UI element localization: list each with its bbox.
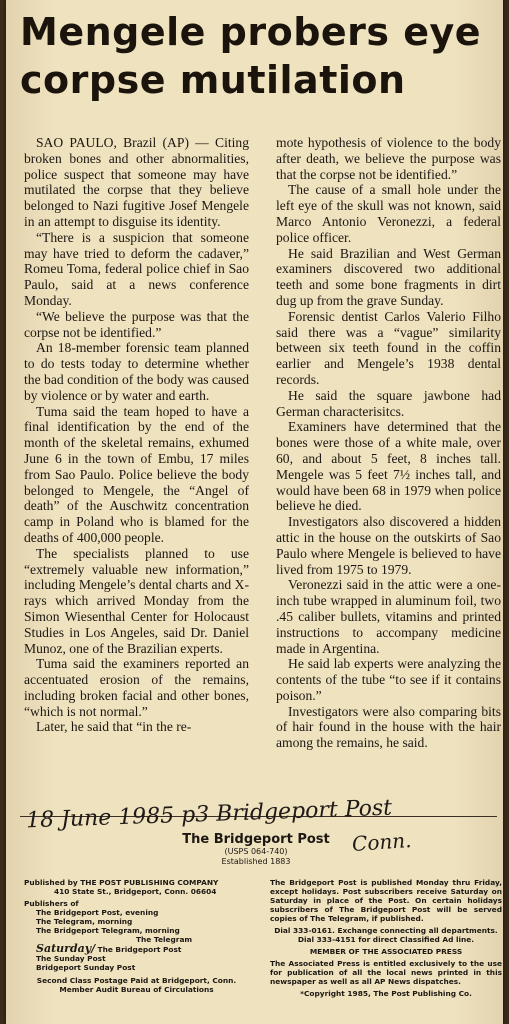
headline: Mengele probers eye corpse mutilation — [20, 10, 482, 102]
newspaper-clipping — [6, 0, 503, 1024]
paragraph: He said lab experts were analyzing the contents of the tube “to see if it contains poison.” — [276, 656, 501, 703]
publication-item: The Sunday Post — [36, 954, 106, 963]
paragraph: “There is a suspicion that someone may have tried to deform the cadaver,” Romeu Toma, federal police chief in Sao Paulo, said at a news conference Monday. — [24, 229, 249, 308]
publisher-info — [24, 878, 249, 997]
masthead — [156, 832, 356, 867]
publication-item: The Telegram — [136, 935, 193, 944]
paragraph: SAO PAULO, Brazil (AP) — Citing broken bones and other abnormalities, police suspect that someone may have mutilated the corpse that they believe belonged to Nazi fugitive Josef Mengele in an attempt to disguise its identity. — [24, 135, 249, 229]
paragraph: Tuma said the examiners reported an accentuated erosion of the remains, including broken facial and other bones, “which is not normal.” — [24, 656, 249, 719]
masthead-usps: (USPS 064-740) — [224, 847, 288, 856]
paragraph: Investigators were also comparing bits of hair found in the house with the hair among the remains, he said. — [276, 703, 501, 751]
publication-item: The Telegram, morning — [36, 917, 133, 926]
postage-notice: Second Class Postage Paid at Bridgeport, Conn. — [36, 976, 237, 985]
publication-list — [24, 908, 249, 972]
paragraph: He said the square jawbone had German characterisitcs. — [276, 387, 501, 419]
publication-notice — [270, 878, 502, 1001]
saturday-logo: Saturday/ — [36, 942, 96, 955]
phone-text: Dial 333-0161. Exchange connecting all departments. Dial 333-4151 for direct Classified Ad line. — [274, 926, 498, 944]
paragraph: The cause of a small hole under the left eye of the skull was not known, said Marco Antonio Veronezzi, a federal police officer. — [276, 182, 501, 245]
saturday-post: The Bridgeport Post — [97, 945, 182, 954]
paragraph: Examiners have determined that the bones were those of a white male, over 60, and about 5 feet, 8 inches tall. Mengele was 5 feet 7½ inches tall, and would have been 68 in 1979 when police believe he died. — [276, 419, 501, 514]
member-heading: MEMBER OF THE ASSOCIATED PRESS — [309, 947, 463, 956]
article-column-1 — [24, 135, 249, 735]
paragraph: He said Brazilian and West German examiners discovered two additional teeth and some bone fragments in dirt dug up from the grave Sunday. — [276, 245, 501, 308]
publisher-address: 410 State St., Bridgeport, Conn. 06604 — [54, 887, 217, 896]
handwritten-note-state: Conn. — [351, 827, 413, 857]
paragraph: An 18-member forensic team planned to do tests today to determine whether the bad condition of the body was caused by violence or by water and earth. — [24, 340, 249, 403]
schedule-text: The Bridgeport Post is published Monday thru Friday, except holidays. Post subscribers receive Saturday on Saturday in place of the Post. On certain holidays subscribers of The Bridgeport Post will be served copies of The Telegram, if published. — [270, 878, 502, 923]
copyright: *Copyright 1985, The Post Publishing Co. — [300, 989, 472, 998]
paragraph: Forensic dentist Carlos Valerio Filho said there was a “vague” similarity between six teeth found in the coffin earlier and Mengele’s 1938 dental records. — [276, 308, 501, 387]
paragraph: Veronezzi said in the attic were a one-inch tube wrapped in aluminum foil, two .45 caliber bullets, vitamins and printed instructions to accompany medicine made in Argentina. — [276, 577, 501, 656]
publisher-name: Published by THE POST PUBLISHING COMPANY — [24, 878, 219, 887]
masthead-name: The Bridgeport Post — [182, 832, 330, 847]
paragraph: Investigators also discovered a hidden attic in the house on the outskirts of Sao Paulo where Mengele is believed to have lived from 1975 to 1979. — [276, 514, 501, 577]
publication-item: The Bridgeport Telegram, morning — [36, 926, 180, 935]
paragraph: “We believe the purpose was that the corpse not be identified.” — [24, 308, 249, 340]
publication-item: Bridgeport Sunday Post — [36, 963, 136, 972]
publication-item: The Bridgeport Post, evening — [36, 908, 159, 917]
publishers-of-label: Publishers of — [24, 899, 79, 908]
handwritten-note: 18 June 1985 p3 Bridgeport Post — [25, 795, 393, 834]
ap-text: The Associated Press is entitled exclusively to the use for publication of all the local news printed in this newspaper as well as all AP News dispatches. — [270, 959, 502, 986]
paragraph: The specialists planned to use “extremely valuable new information,” including Mengele’s dental charts and X-rays which arrived Monday from the Simon Wiesenthal Center for Holocaust Studies in Los Angeles, said Dr. Daniel Munoz, one of the Brazilian experts. — [24, 545, 249, 656]
audit-member: Member Audit Bureau of Circulations — [59, 985, 214, 994]
masthead-established: Established 1883 — [221, 857, 291, 866]
paragraph: Tuma said the team hoped to have a final identification by the end of the month of the skeletal remains, exhumed June 6 in the town of Embu, 17 miles from Sao Paulo. Police believe the body belonged to Mengele, the “Angel of death” of the Auschwitz concentration camp in Poland who is blamed for the deaths of 400,000 people. — [24, 403, 249, 545]
paragraph-continued: mote hypothesis of violence to the body after death, we believe the purpose was that the corpse not be identified.” — [276, 135, 501, 182]
paragraph: Later, he said that “in the re- — [36, 719, 192, 735]
article-column-2 — [276, 135, 501, 751]
